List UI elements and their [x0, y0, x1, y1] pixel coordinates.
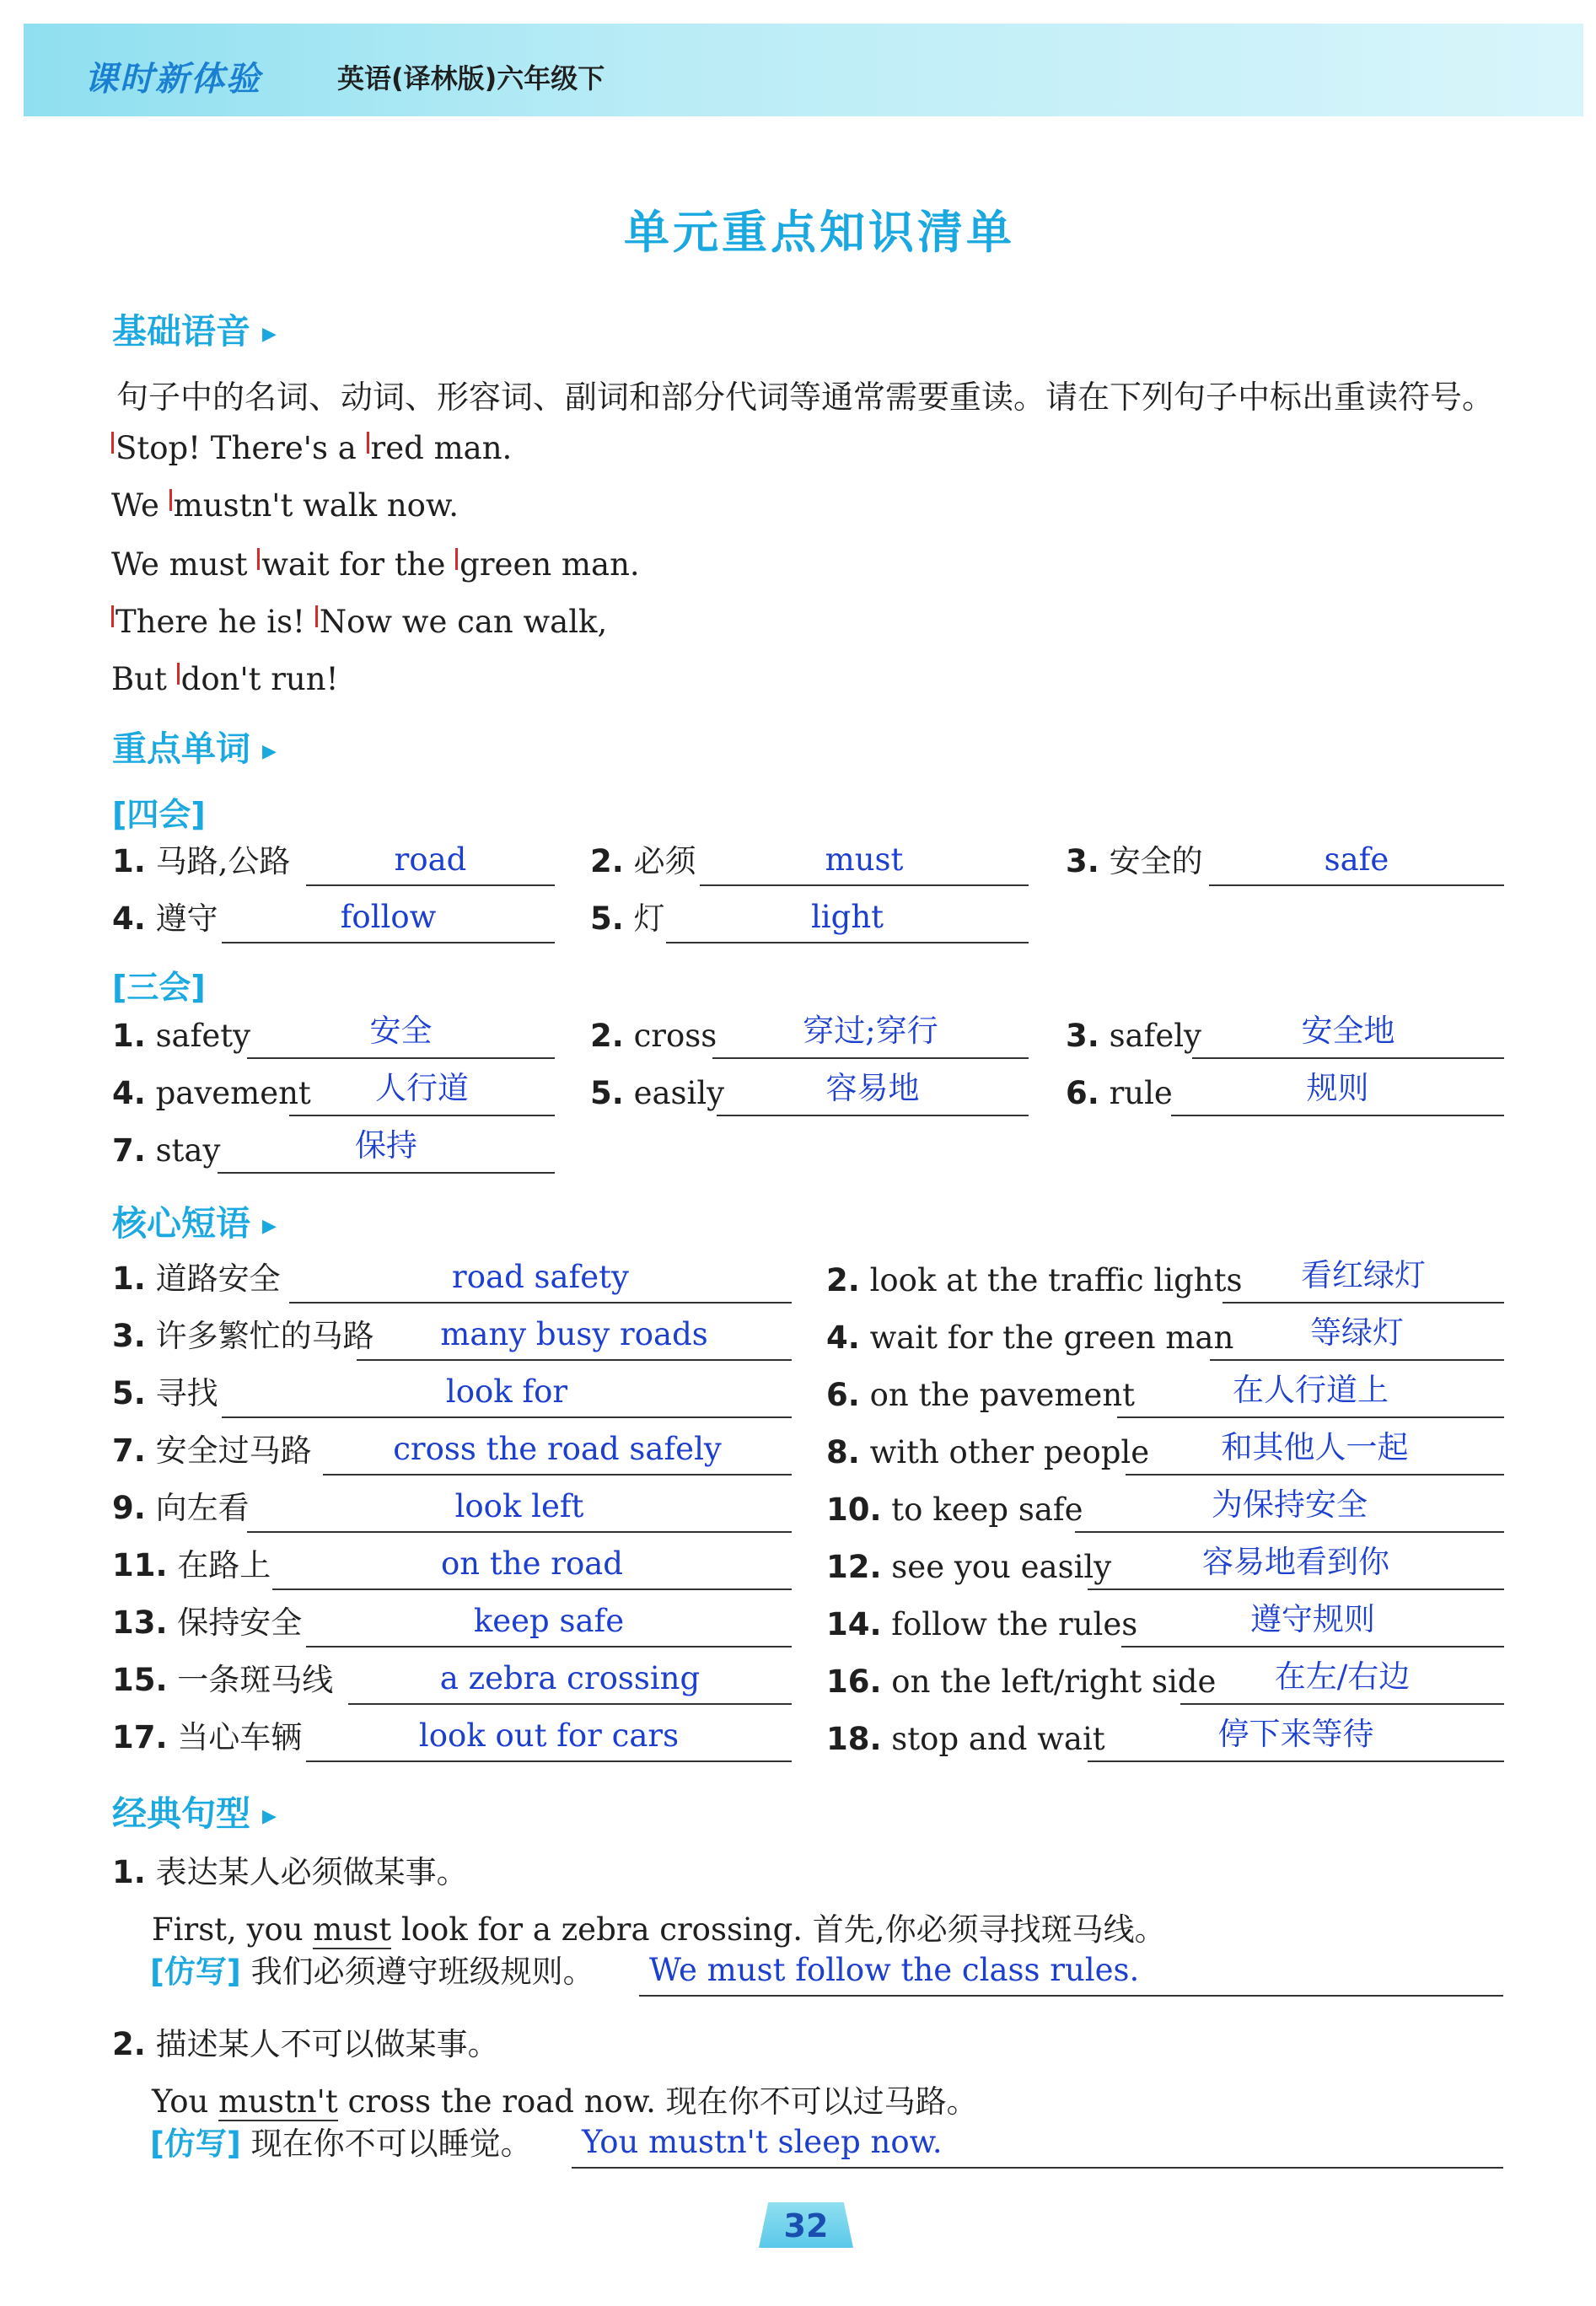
fill-in-item [826, 1314, 1504, 1361]
phonics-sentence [111, 430, 512, 466]
answer-text: must [825, 841, 904, 878]
example-text: You [152, 2083, 219, 2120]
answer-line[interactable] [348, 1703, 792, 1705]
item-number: 4. [112, 900, 146, 937]
section-heading-words: 重点单词 ▶ [112, 728, 277, 769]
item-number: 1. [112, 843, 146, 879]
item-prompt-text: stay [145, 1132, 221, 1169]
item-prompt [112, 1482, 250, 1528]
item-prompt [590, 1075, 724, 1111]
item-prompt [112, 1712, 302, 1757]
practice-answer: You mustn't sleep now. [582, 2124, 943, 2160]
fill-in-item [826, 1543, 1504, 1590]
item-prompt [590, 1018, 717, 1054]
fill-in-item [826, 1486, 1504, 1533]
answer-line[interactable] [1223, 1302, 1504, 1304]
item-prompt-text: with other people [859, 1434, 1150, 1470]
stress-mark [169, 489, 172, 511]
item-number: 3. [112, 1318, 146, 1354]
phonics-sentence [111, 546, 640, 583]
item-number: 5. [590, 1075, 624, 1111]
fill-in-item [826, 1658, 1504, 1705]
practice-prompt [150, 2118, 532, 2164]
item-prompt [1066, 1075, 1173, 1111]
stress-mark [257, 548, 260, 570]
fill-in-item [112, 1069, 555, 1116]
answer-text: many busy roads [440, 1316, 708, 1352]
answer-text: on the road [441, 1545, 623, 1582]
answer-line[interactable] [1209, 884, 1504, 886]
sentence-segment: But [111, 661, 177, 697]
answer-text: safe [1324, 841, 1389, 878]
sentence-segment: There he is! [116, 604, 315, 640]
item-prompt [112, 1540, 271, 1585]
item-number: 5. [112, 1375, 146, 1411]
item-prompt [112, 1253, 281, 1298]
answer-line[interactable] [222, 942, 555, 943]
pattern-description: 表达某人必须做某事。 [145, 1854, 468, 1890]
arrow-icon: ▶ [262, 323, 277, 345]
answer-text: 安全 [369, 1013, 433, 1049]
item-prompt-text: follow the rules [881, 1606, 1138, 1642]
example-sentence [152, 2076, 978, 2121]
answer-text: follow [340, 899, 437, 935]
item-prompt-text: 道路安全 [145, 1261, 281, 1297]
answer-text: 人行道 [375, 1070, 469, 1106]
sentence-segment: wait for the [261, 546, 456, 583]
answer-line[interactable] [1126, 1474, 1504, 1476]
item-number: 12. [826, 1549, 882, 1585]
section-heading-phonics: 基础语音 ▶ [112, 311, 277, 352]
answer-text: 安全地 [1301, 1013, 1395, 1049]
stress-mark [367, 432, 369, 454]
item-number: 2. [590, 843, 624, 879]
stress-mark [455, 548, 458, 570]
item-number: 18. [826, 1721, 882, 1757]
item-number: 17. [112, 1719, 168, 1755]
item-number: 14. [826, 1606, 882, 1642]
sentence-segment: red man. [370, 430, 513, 466]
item-prompt [1066, 836, 1203, 881]
item-number: 16. [826, 1664, 882, 1700]
item-prompt-text: pavement [145, 1075, 311, 1111]
fill-in-item [112, 1428, 792, 1476]
item-number: 3. [1066, 843, 1099, 879]
example-sentence [152, 1904, 1166, 1949]
item-prompt [826, 1320, 1233, 1356]
item-prompt [112, 1368, 218, 1413]
fill-in-item [112, 1658, 792, 1705]
page-number: 32 [783, 2207, 829, 2244]
answer-line[interactable] [1117, 1416, 1504, 1418]
fill-in-item [112, 1126, 555, 1174]
fill-in-item [112, 1314, 792, 1361]
answer-line[interactable] [1088, 1760, 1504, 1762]
answer-text: look for [445, 1373, 568, 1410]
sentence-segment: green man. [459, 546, 640, 583]
fill-in-item [826, 1600, 1504, 1648]
item-prompt-text: 在路上 [167, 1547, 271, 1583]
fill-in-item [826, 1715, 1504, 1762]
fill-in-item [826, 1256, 1504, 1304]
sentence-segment: We must [111, 546, 258, 583]
item-prompt [826, 1377, 1135, 1413]
answer-line[interactable] [1180, 1703, 1504, 1705]
item-prompt-text: 保持安全 [167, 1605, 303, 1641]
group-label-three-skills: [三会] [112, 969, 206, 1006]
fill-in-item [1066, 839, 1504, 886]
practice-prompt-text: 我们必须遵守班级规则。 [240, 1954, 594, 1990]
item-prompt-text: wait for the green man [859, 1320, 1234, 1356]
answer-line[interactable] [306, 1646, 792, 1648]
item-number: 6. [826, 1377, 860, 1413]
item-prompt-text: 安全的 [1099, 843, 1203, 879]
fill-in-item [826, 1428, 1504, 1476]
answer-text: a zebra crossing [439, 1660, 701, 1696]
answer-text: 容易地 [825, 1070, 920, 1106]
item-prompt-text: to keep safe [881, 1492, 1083, 1528]
item-prompt [590, 893, 665, 938]
item-prompt-text: 许多繁忙的马路 [145, 1318, 374, 1354]
answer-line[interactable] [247, 1057, 555, 1059]
sentence-pattern-title [112, 1846, 468, 1892]
item-prompt [826, 1492, 1083, 1528]
answer-text: 在左/右边 [1274, 1658, 1411, 1695]
item-prompt [112, 893, 218, 938]
item-prompt [112, 1075, 311, 1111]
item-prompt [826, 1262, 1242, 1298]
sentence-segment: We [111, 487, 169, 524]
practice-prompt-text: 现在你不可以睡觉。 [240, 2126, 532, 2162]
arrow-icon: ▶ [262, 1805, 277, 1827]
pattern-description: 描述某人不可以做某事。 [145, 2026, 499, 2062]
section-heading-phrases: 核心短语 ▶ [112, 1203, 277, 1244]
answer-text: road safety [452, 1259, 629, 1295]
answer-text: 看红绿灯 [1301, 1257, 1426, 1293]
answer-line[interactable] [717, 1115, 1029, 1116]
answer-text: 保持 [355, 1127, 417, 1164]
fill-in-item [1066, 1012, 1504, 1059]
answer-line[interactable] [357, 1359, 792, 1361]
answer-line[interactable] [572, 2167, 1503, 2169]
item-number: 1. [112, 1018, 146, 1054]
fill-in-item [590, 896, 1029, 943]
example-text: cross the road now. 现在你不可以过马路。 [337, 2083, 978, 2120]
item-number: 7. [112, 1433, 146, 1469]
item-prompt-text: 寻找 [145, 1375, 218, 1411]
answer-text: 容易地看到你 [1202, 1544, 1389, 1580]
brand-logo: 课时新体验 [84, 60, 261, 99]
answer-line[interactable] [1171, 1115, 1504, 1116]
answer-text: look out for cars [418, 1717, 680, 1754]
fill-in-item [112, 1256, 792, 1304]
answer-line[interactable] [323, 1474, 792, 1476]
sentence-segment: Stop! There's a [116, 430, 367, 466]
example-text: First, you [152, 1911, 314, 1948]
item-number: 3. [1066, 1018, 1099, 1054]
sentence-pattern-title [112, 2018, 499, 2064]
item-prompt [826, 1606, 1137, 1642]
item-prompt [112, 1018, 250, 1054]
answer-text: cross the road safely [393, 1431, 722, 1467]
sentence-segment: mustn't walk now. [173, 487, 459, 524]
arrow-icon: ▶ [262, 1215, 277, 1237]
answer-line[interactable] [639, 1995, 1503, 1997]
item-number: 1. [112, 1854, 146, 1890]
answer-line[interactable] [712, 1057, 1029, 1059]
item-number: 8. [826, 1434, 860, 1470]
fill-in-item [590, 839, 1029, 886]
phonics-instruction: 句子中的名词、动词、形容词、副词和部分代词等通常需要重读。请在下列句子中标出重读符号。 [116, 379, 1495, 416]
item-prompt-text: cross [623, 1018, 717, 1054]
item-prompt [112, 836, 290, 881]
item-prompt-text: 灯 [623, 900, 665, 937]
answer-line[interactable] [666, 942, 1029, 943]
item-prompt-text: safety [145, 1018, 250, 1054]
stress-mark [111, 432, 114, 454]
item-prompt-text: 一条斑马线 [167, 1662, 334, 1698]
item-number: 10. [826, 1492, 882, 1528]
item-prompt-text: stop and wait [881, 1721, 1105, 1757]
group-label-four-skills: [四会] [112, 796, 206, 833]
answer-line[interactable] [306, 1760, 792, 1762]
item-number: 6. [1066, 1075, 1099, 1111]
fill-in-item [826, 1371, 1504, 1418]
phonics-sentence [111, 604, 607, 640]
answer-line[interactable] [289, 1302, 792, 1304]
fill-in-item [112, 1486, 792, 1533]
answer-text: road [394, 841, 467, 878]
item-prompt-text: on the pavement [859, 1377, 1136, 1413]
practice-tag: [仿写] [150, 2126, 241, 2162]
item-number: 4. [112, 1075, 146, 1111]
item-prompt [826, 1664, 1216, 1700]
practice-item [150, 2121, 1503, 2169]
sentence-segment: don't run! [180, 661, 339, 697]
item-prompt-text: easily [623, 1075, 725, 1111]
book-title: 英语(译林版)六年级下 [337, 62, 605, 94]
fill-in-item [590, 1012, 1029, 1059]
answer-text: 遵守规则 [1250, 1601, 1375, 1637]
item-prompt-text: 安全过马路 [145, 1433, 312, 1469]
answer-text: look left [454, 1488, 584, 1524]
answer-line[interactable] [247, 1531, 792, 1533]
section-heading-sentences: 经典句型 ▶ [112, 1793, 277, 1834]
answer-line[interactable] [289, 1115, 555, 1116]
fill-in-item [112, 896, 555, 943]
fill-in-item [1066, 1069, 1504, 1116]
fill-in-item [112, 1371, 792, 1418]
sentence-segment: Now we can walk, [319, 604, 608, 640]
item-number: 13. [112, 1605, 168, 1641]
answer-text: 规则 [1306, 1070, 1369, 1106]
item-number: 2. [590, 1018, 624, 1054]
answer-text: 和其他人一起 [1221, 1429, 1409, 1465]
answer-line[interactable] [306, 884, 555, 886]
item-prompt-text: rule [1099, 1075, 1173, 1111]
item-number: 2. [826, 1262, 860, 1298]
item-prompt-text: 马路,公路 [145, 843, 291, 879]
answer-line[interactable] [1121, 1646, 1504, 1648]
fill-in-item [112, 1600, 792, 1648]
item-prompt-text: 必须 [623, 843, 696, 879]
item-number: 2. [112, 2026, 146, 2062]
item-prompt-text: 向左看 [145, 1490, 250, 1526]
practice-item [150, 1949, 1503, 1997]
fill-in-item [112, 839, 555, 886]
stress-mark [177, 663, 180, 685]
answer-line[interactable] [1192, 1057, 1504, 1059]
stress-mark [315, 605, 318, 627]
phonics-sentence [111, 661, 338, 697]
item-number: 11. [112, 1547, 168, 1583]
item-prompt-text: see you easily [881, 1549, 1112, 1585]
practice-tag: [仿写] [150, 1954, 241, 1990]
fill-in-item [112, 1543, 792, 1590]
key-word: mustn't [218, 2083, 338, 2120]
item-prompt [112, 1654, 333, 1700]
item-prompt [826, 1549, 1111, 1585]
stress-mark [111, 605, 114, 627]
item-number: 7. [112, 1132, 146, 1169]
item-number: 9. [112, 1490, 146, 1526]
phonics-sentence [111, 487, 459, 524]
fill-in-item [590, 1069, 1029, 1116]
example-text: look for a zebra crossing. 首先,你必须寻找斑马线。 [391, 1911, 1166, 1948]
item-prompt [826, 1434, 1149, 1470]
practice-answer: We must follow the class rules. [649, 1952, 1140, 1988]
answer-text: 在人行道上 [1233, 1372, 1389, 1408]
item-number: 4. [826, 1320, 860, 1356]
answer-line[interactable] [1075, 1531, 1504, 1533]
item-prompt [826, 1721, 1105, 1757]
key-word: must [313, 1911, 392, 1948]
answer-text: 为保持安全 [1212, 1486, 1368, 1523]
answer-text: 穿过;穿行 [803, 1013, 938, 1049]
item-prompt-text: 遵守 [145, 900, 218, 937]
item-number: 15. [112, 1662, 168, 1698]
answer-text: keep safe [473, 1603, 625, 1639]
item-prompt-text: on the left/right side [881, 1664, 1217, 1700]
fill-in-item [112, 1012, 555, 1059]
item-prompt [112, 1310, 374, 1356]
practice-prompt [150, 1946, 594, 1992]
item-prompt-text: safely [1099, 1018, 1201, 1054]
answer-text: 停下来等待 [1217, 1716, 1374, 1752]
arrow-icon: ▶ [262, 740, 277, 762]
item-prompt [112, 1132, 220, 1169]
item-prompt [112, 1597, 302, 1642]
page-title: 单元重点知识清单 [624, 206, 1015, 259]
answer-line[interactable] [222, 1416, 792, 1418]
fill-in-item [112, 1715, 792, 1762]
item-prompt-text: look at the traffic lights [859, 1262, 1243, 1298]
answer-line[interactable] [700, 884, 1029, 886]
answer-line[interactable] [218, 1172, 555, 1174]
item-prompt [1066, 1018, 1201, 1054]
answer-text: 等绿灯 [1310, 1314, 1404, 1351]
item-number: 1. [112, 1261, 146, 1297]
answer-text: light [810, 899, 884, 935]
item-prompt-text: 当心车辆 [167, 1719, 303, 1755]
answer-line[interactable] [272, 1588, 792, 1590]
answer-line[interactable] [1088, 1588, 1504, 1590]
item-prompt [112, 1425, 312, 1470]
item-number: 5. [590, 900, 624, 937]
item-prompt [590, 836, 696, 881]
answer-line[interactable] [1210, 1359, 1504, 1361]
